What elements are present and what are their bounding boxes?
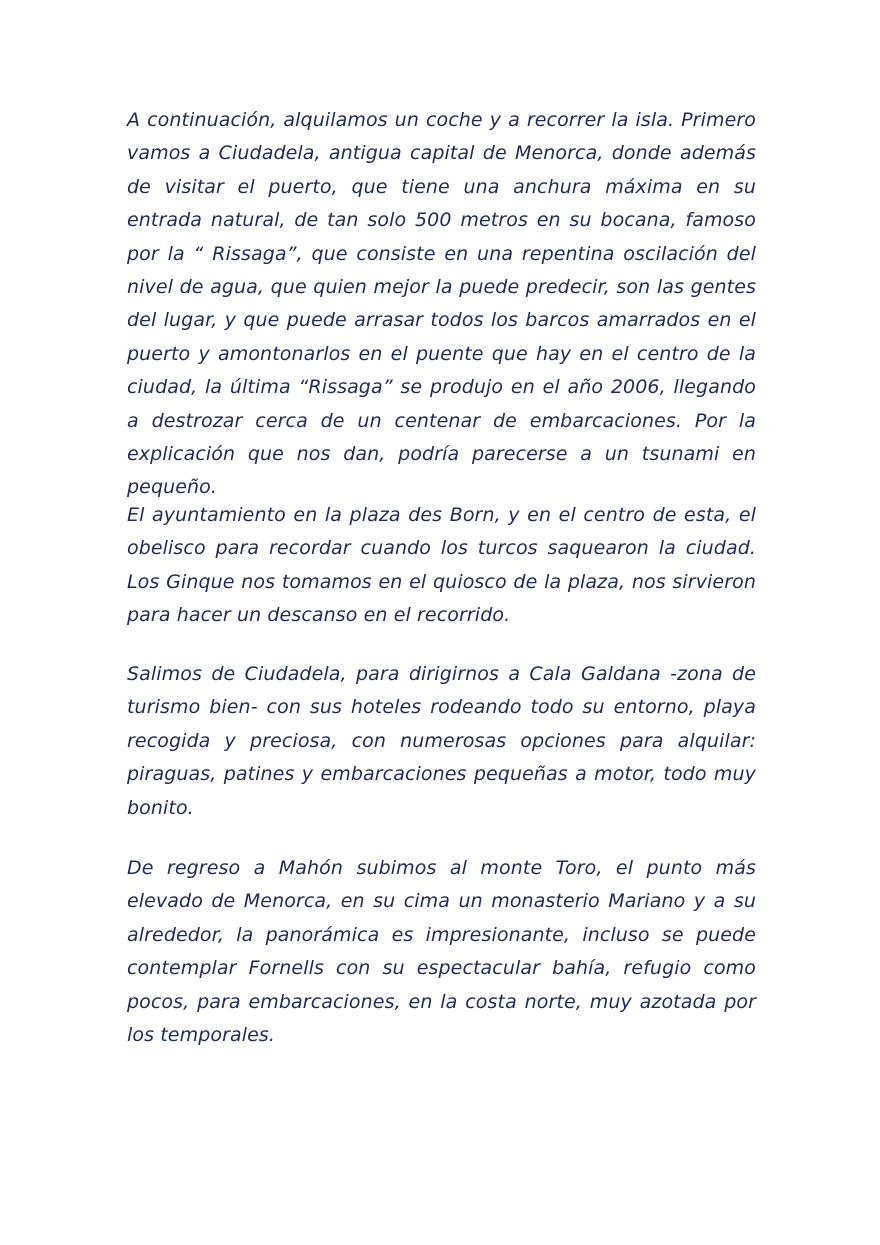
paragraph-ciudadela-rissaga [127, 104, 756, 505]
paragraph-cala-galdana: Salimos de Ciudadela, para dirigirnos a Cala Galdana -zona de turismo bien- con sus hoteles rodeando todo su entorno, playa recogida y preciosa, con numerosas opciones para alquilar: piraguas, patines y embarcaciones pequeñas a motor, todo muy bonito. [127, 663, 756, 819]
rissaga-term: Rissaga” [308, 376, 393, 399]
paragraph-text: A continuación, alquilamos un coche y a recorrer la isla. Primero vamos a Ciudadela, antigua capital de Menorca, donde además de visitar el puerto, que tiene una anchura máxima en su entrada natural, de tan solo 500 metros en su bocana, famoso por la “ [127, 109, 756, 265]
paragraph-ayuntamiento: El ayuntamiento en la plaza des Born, y en el centro de esta, el obelisco para recordar cuando los turcos saquearon la ciudad. Los Ginque nos tomamos en el quiosco de la plaza, nos sirvieron para hacer un descanso en el recorrido. [127, 504, 756, 627]
paragraph-text: se produjo en el año 2006, llegando a destrozar cerca de un centenar de embarcaciones. Por la explicación que nos dan, podría parecerse a un tsunami en pequeño. [127, 376, 756, 499]
paragraph-text: ”, que consiste en una repentina oscilación del nivel de agua, que quien mejor la puede predecir, son las gentes del lugar, y que puede arrasar todos los barcos amarrados en el puerto y amontonarlos en el puente que hay en el centro de la ciudad, la última “ [127, 242, 756, 399]
rissaga-term: Rissaga [212, 242, 287, 265]
paragraph-monte-toro: De regreso a Mahón subimos al monte Toro, el punto más elevado de Menorca, en su cima un monasterio Mariano y a su alrededor, la panorámica es impresionante, incluso se puede contemplar Fornells con su espectacular bahía, refugio como pocos, para embarcaciones, en la costa norte, muy azotada por los temporales. [127, 857, 756, 1047]
